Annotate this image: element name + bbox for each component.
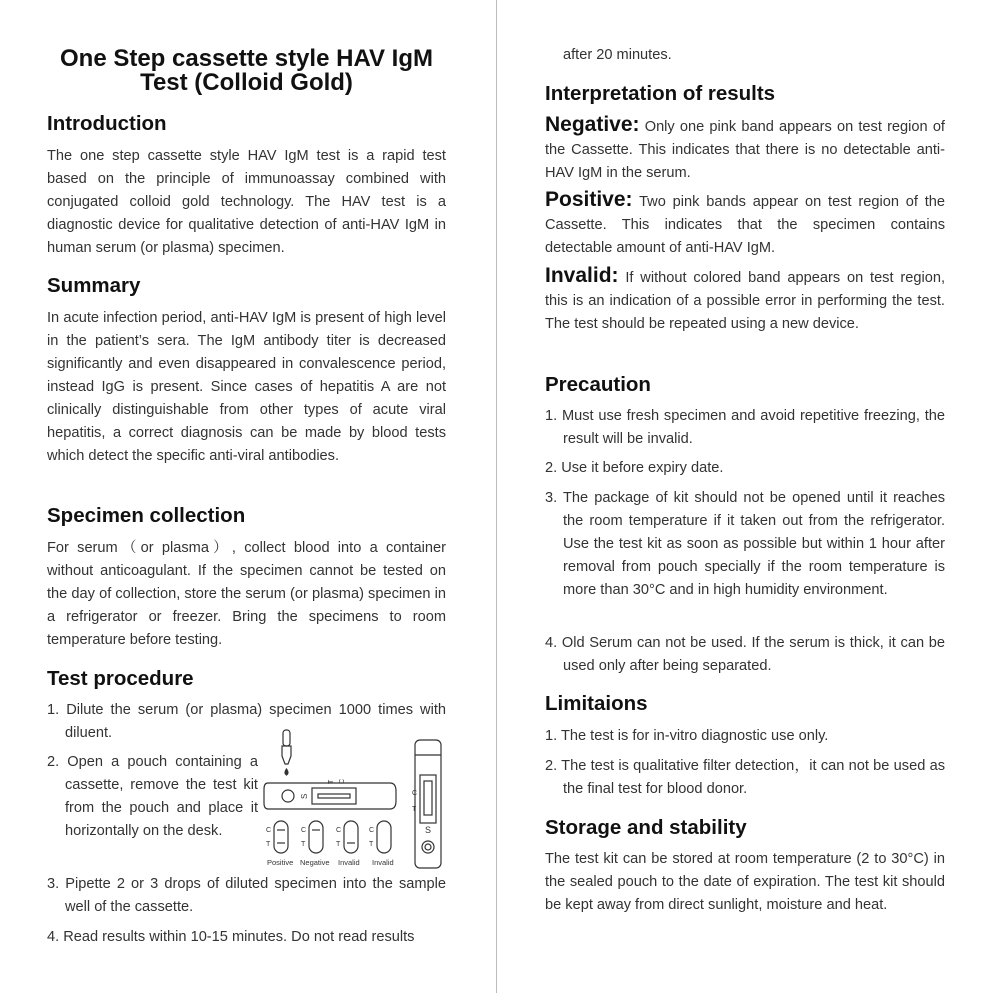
storage-text: The test kit can be stored at room temperature (2 to 30°C) in the sealed pouch to the date of expiration. The test kit should be kept away from direct sunlight, moisture and heat. bbox=[545, 851, 945, 913]
result-window-invalid-1 bbox=[344, 821, 358, 853]
procedure-heading: Test procedure bbox=[47, 667, 194, 690]
limitation-item-2: 2. The test is qualitative filter detection，it can not be used as the final test for blood donor. bbox=[545, 758, 945, 797]
storage-heading: Storage and stability bbox=[545, 816, 747, 839]
procedure-step-4: 4. Read results within 10-15 minutes. Do not read results bbox=[47, 929, 415, 945]
title-line-1: One Step cassette style HAV IgM bbox=[59, 45, 433, 72]
specimen-text: For serum（or plasma）, collect blood into a container without anticoagulant. If the specimen cannot be tested on the day of collection, store the serum (or plasma) specimen in a refrigerator or freezer. Bring the specimens to room temperature before testing. bbox=[47, 540, 446, 648]
title-line-2: Test (Colloid Gold) bbox=[140, 69, 353, 96]
label-positive: Positive bbox=[267, 858, 294, 867]
test-procedure-figure bbox=[262, 725, 452, 870]
introduction-text: The one step cassette style HAV IgM test is a rapid test based on the principle of immunoassay combined with conjugated colloid gold technology. The HAV test is a diagnostic device for qualitative detection of anti-HAV IgM in human serum (or plasma) specimen. bbox=[47, 148, 446, 256]
introduction-heading: Introduction bbox=[47, 112, 167, 135]
limitation-item-1: 1. The test is for in-vitro diagnostic use only. bbox=[545, 728, 829, 744]
invalid-result bbox=[545, 264, 945, 336]
window-1-t: T bbox=[266, 841, 271, 848]
precaution-item-3: 3. The package of kit should not be opened until it reaches the room temperature if it taken out from the refrigerator. Use the test kit as soon as possible but within 1 hour after removal from pouch specially if the room temperature is more than 30°C and in high humidity environment. bbox=[545, 490, 945, 598]
window-3-c: C bbox=[336, 827, 342, 834]
precaution-heading: Precaution bbox=[545, 373, 651, 396]
dropper-icon bbox=[282, 730, 291, 775]
window-4-t: T bbox=[369, 841, 374, 848]
window-3-t: T bbox=[336, 841, 341, 848]
positive-label: Positive: bbox=[545, 188, 633, 211]
cassette-horizontal bbox=[264, 783, 396, 809]
window-1-c: C bbox=[266, 827, 272, 834]
procedure-step-2: 2. Open a pouch containing a cassette, remove the test kit from the pouch and place it horizontally on the desk. bbox=[47, 754, 258, 839]
invalid-label: Invalid: bbox=[545, 264, 619, 287]
result-window-invalid-2 bbox=[377, 821, 391, 853]
negative-text: Only one pink band appears on test region of the Cassette. This indicates that there is no detectable anti-HAV IgM in the serum. bbox=[545, 119, 945, 181]
positive-text: Two pink bands appear on test region of the Cassette. This indicates that the specimen contains detectable amount of anti-HAV IgM. bbox=[545, 194, 945, 256]
window-4-c: C bbox=[369, 827, 375, 834]
negative-label: Negative: bbox=[545, 113, 640, 136]
positive-result bbox=[545, 188, 945, 260]
vertical-s-label: S bbox=[425, 825, 432, 835]
result-window-positive bbox=[274, 821, 288, 853]
summary-text: In acute infection period, anti-HAV IgM is present of high level in the patient’s sera. The IgM antibody titer is decreased significantly and even disappeared in convalescence period, instead IgG is present. Since cases of hepatitis A are not clinically distinguishable from other types of acute viral hepatitis, a correct diagnosis can be made by blood tests which detect the specific anti-viral antibodies. bbox=[47, 310, 446, 464]
precaution-item-4: 4. Old Serum can not be used. If the serum is thick, it can be used only after being separated. bbox=[545, 635, 945, 674]
cassette-s-label: S bbox=[300, 793, 309, 799]
cassette-vertical bbox=[415, 740, 441, 868]
invalid-text: If without colored band appears on test region, this is an indication of a possible error in performing the test. The test should be repeated using a new device. bbox=[545, 270, 945, 332]
negative-result bbox=[545, 113, 945, 185]
interpretation-heading: Interpretation of results bbox=[545, 82, 776, 105]
vertical-t-label: T bbox=[412, 806, 417, 813]
vertical-c-label: C bbox=[412, 790, 418, 797]
window-2-t: T bbox=[301, 841, 306, 848]
procedure-step-1: 1. Dilute the serum (or plasma) specimen 1000 times with diluent. bbox=[47, 702, 446, 741]
continued-text: after 20 minutes. bbox=[563, 47, 672, 63]
precaution-item-1: 1. Must use fresh specimen and avoid repetitive freezing, the result will be invalid. bbox=[545, 408, 945, 447]
label-invalid-2: Invalid bbox=[372, 858, 394, 867]
cassette-t-label: T bbox=[328, 779, 335, 784]
label-invalid-1: Invalid bbox=[338, 858, 360, 867]
result-window-negative bbox=[309, 821, 323, 853]
limitations-heading: Limitaions bbox=[545, 692, 648, 715]
precaution-item-2: 2. Use it before expiry date. bbox=[545, 460, 724, 476]
window-2-c: C bbox=[301, 827, 307, 834]
summary-heading: Summary bbox=[47, 274, 141, 297]
page-title bbox=[47, 47, 446, 95]
procedure-step-3: 3. Pipette 2 or 3 drops of diluted specimen into the sample well of the cassette. bbox=[47, 876, 446, 915]
cassette-c-label: C bbox=[339, 778, 346, 784]
label-negative: Negative bbox=[300, 858, 330, 867]
column-divider bbox=[496, 0, 497, 993]
specimen-heading: Specimen collection bbox=[47, 504, 246, 527]
